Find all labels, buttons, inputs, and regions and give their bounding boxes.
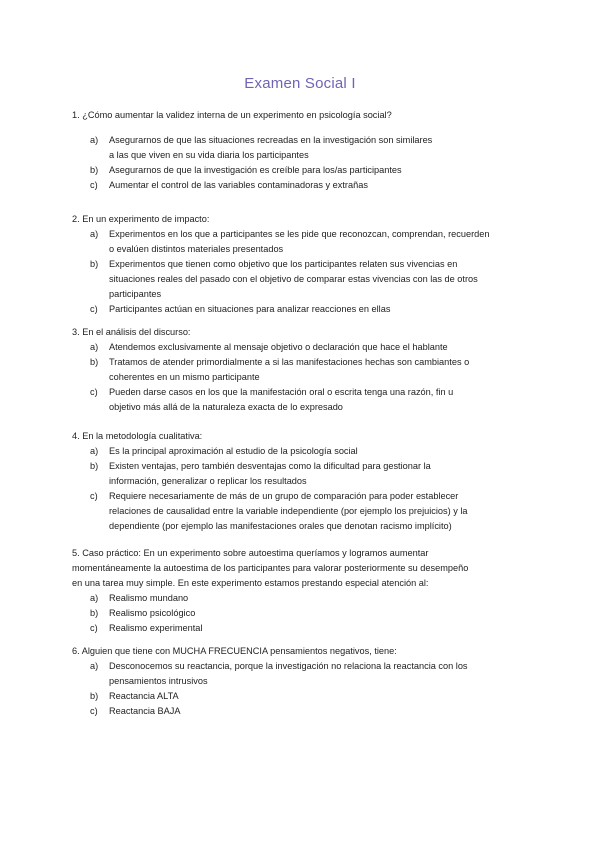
page-title: Examen Social I	[244, 75, 356, 92]
option-b: b) Tratamos de atender primordialmente a si las manifestaciones hechas son cambiantes o coherentes en un mismo participante	[90, 357, 470, 382]
option-a: a) Experimentos en los que a participantes se les pide que reconozcan, comprendan, recuerden o evalúen distintos materiales presentados	[90, 229, 490, 254]
option-c: c) Participantes actúan en situaciones para analizar reacciones en ellas	[90, 304, 391, 314]
option-b: b) Asegurarnos de que la investigación es creíble para los/as participantes	[90, 165, 402, 175]
question-text: 2. En un experimento de impacto:	[72, 214, 210, 224]
option-b: b) Reactancia ALTA	[90, 691, 179, 701]
question-text: 3. En el análisis del discurso:	[72, 327, 191, 337]
question-text: 5. Caso práctico: En un experimento sobre autoestima queríamos y logramos aumentar momentáneamente la autoestima de los participantes para valorar posteriormente su desempeño en una tarea muy simple. En este experimento estamos prestando especial atención al:	[72, 548, 469, 588]
option-list	[72, 444, 532, 534]
option-list	[72, 659, 532, 719]
option-c: c) Aumentar el control de las variables contaminadoras y extrañas	[90, 180, 368, 190]
option-list	[72, 591, 542, 636]
option-c: c) Realismo experimental	[90, 623, 203, 633]
question-text: 1. ¿Cómo aumentar la validez interna de un experimento en psicología social?	[72, 110, 392, 120]
option-c: c) Reactancia BAJA	[90, 706, 181, 716]
question-text: 4. En la metodología cualitativa:	[72, 431, 203, 441]
question-2	[72, 212, 532, 317]
question-text: 6. Alguien que tiene con MUCHA FRECUENCIA pensamientos negativos, tiene:	[72, 646, 397, 656]
option-b: b) Realismo psicológico	[90, 608, 196, 618]
question-5	[72, 546, 542, 636]
option-a: a) Es la principal aproximación al estudio de la psicología social	[90, 446, 358, 456]
question-4	[72, 429, 532, 534]
option-a: a) Atendemos exclusivamente al mensaje objetivo o declaración que hace el hablante	[90, 342, 448, 352]
option-list	[72, 133, 532, 193]
option-c: c) Pueden darse casos en los que la manifestación oral o escrita tenga una razón, fin u objetivo más allá de la naturaleza exacta de lo expresado	[90, 387, 454, 412]
option-list	[72, 227, 532, 317]
option-list	[72, 340, 532, 415]
question-1	[72, 108, 532, 193]
option-a: a) Realismo mundano	[90, 593, 189, 603]
option-b: b) Existen ventajas, pero también desventajas como la dificultad para gestionar la información, generalizar o replicar los resultados	[90, 461, 431, 486]
question-6	[72, 644, 532, 719]
option-c: c) Requiere necesariamente de más de un grupo de comparación para poder establecer relaciones de causalidad entre la variable independiente (por ejemplo los prejuicios) y la dependiente (por ejemplo las manifestaciones orales que denotan racismo implícito)	[90, 491, 468, 531]
question-3	[72, 325, 532, 415]
option-a: a) Asegurarnos de que las situaciones recreadas en la investigación son similares a las que viven en su vida diaria los participantes	[90, 135, 433, 160]
option-b: b) Experimentos que tienen como objetivo que los participantes relaten sus vivencias en situaciones reales del pasado con el objetivo de comparar estas vivencias con las de otros participantes	[90, 259, 478, 299]
option-a: a) Desconocemos su reactancia, porque la investigación no relaciona la reactancia con los pensamientos intrusivos	[90, 661, 468, 686]
